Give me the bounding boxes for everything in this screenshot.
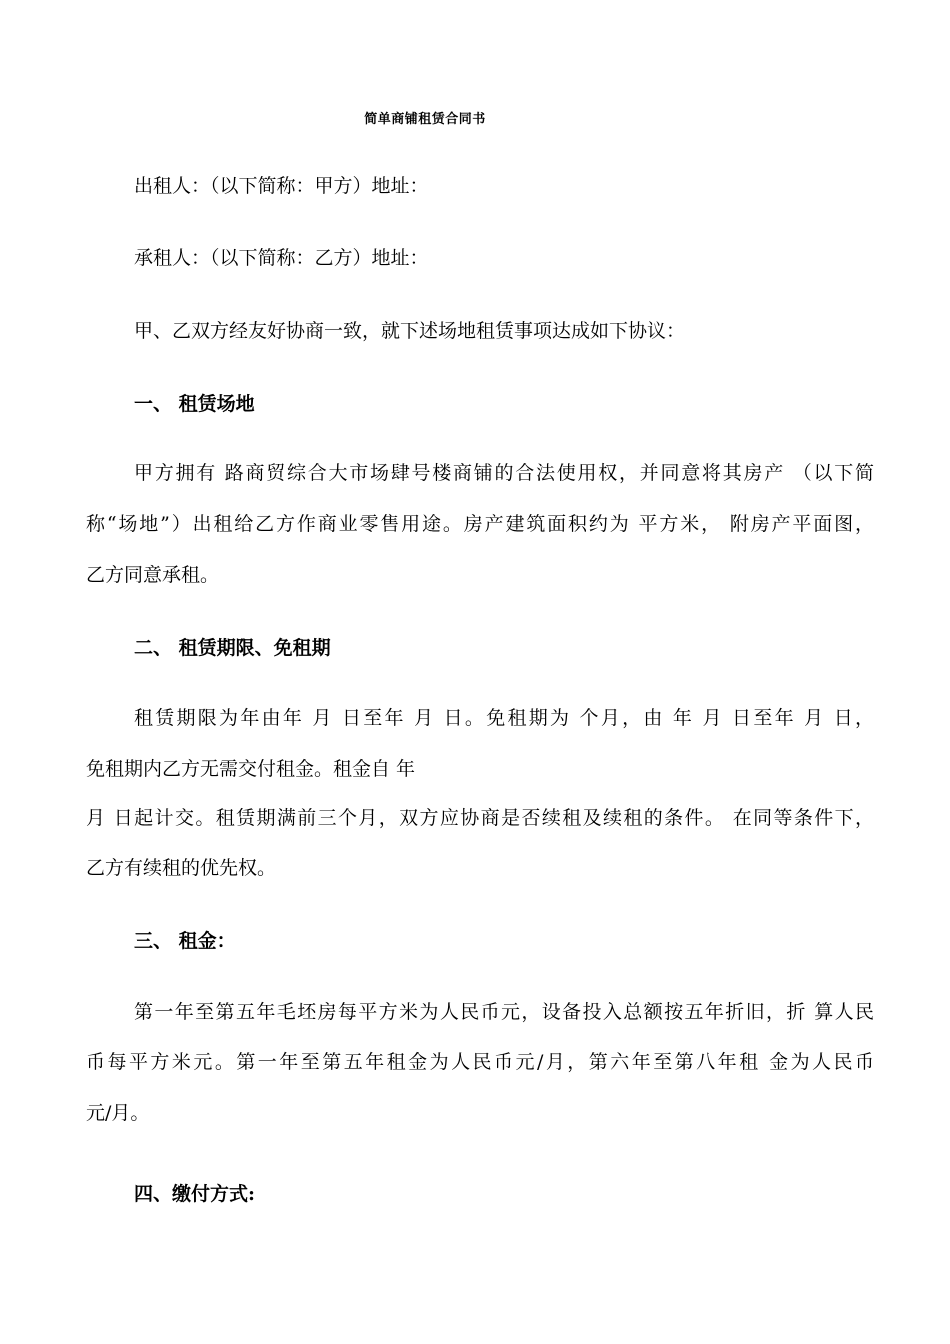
document-title: 简单商铺租赁合同书 xyxy=(364,112,486,127)
section2-line-4: 乙方有续租的优先权。 xyxy=(86,857,277,879)
section2-line-3: 月 日起计交。租赁期满前三个月，双方应协商是否续租及续租的条件。 在同等条件下， xyxy=(86,807,874,829)
section3-heading: 三、 租金： xyxy=(134,930,236,952)
section4-heading: 四、缴付方式: xyxy=(134,1183,256,1205)
section1-heading: 一、 租赁场地 xyxy=(134,393,255,415)
section1-line-2: 称“场地”）出租给乙方作商业零售用途。房产建筑面积约为 平方米， 附房产平面图， xyxy=(86,513,874,535)
intro-paragraph: 甲、乙双方经友好协商一致，就下述场地租赁事项达成如下协议： xyxy=(134,320,686,342)
section3-line-2: 币每平方米元。第一年至第五年租金为人民币元/月，第六年至第八年租 金为人民币 xyxy=(86,1051,874,1073)
section3-line-1: 第一年至第五年毛坯房每平方米为人民币元，设备投入总额按五年折旧，折 算人民 xyxy=(134,1001,874,1023)
section2-line-2: 免租期内乙方无需交付租金。租金自 年 xyxy=(86,758,416,780)
lessee-line: 承租人：（以下简称：乙方）地址： xyxy=(134,247,429,269)
section1-line-3: 乙方同意承租。 xyxy=(86,564,220,586)
section1-line-1: 甲方拥有 路商贸综合大市场肆号楼商铺的合法使用权，并同意将其房产 （以下简 xyxy=(134,462,874,484)
section3-line-3: 元/月。 xyxy=(86,1102,150,1124)
lessor-line: 出租人：（以下简称：甲方）地址： xyxy=(134,175,429,197)
section2-heading: 二、 租赁期限、免租期 xyxy=(134,637,331,659)
section2-line-1: 租赁期限为年由年 月 日至年 月 日。免租期为 个月，由 年 月 日至年 月 日， xyxy=(134,707,874,729)
